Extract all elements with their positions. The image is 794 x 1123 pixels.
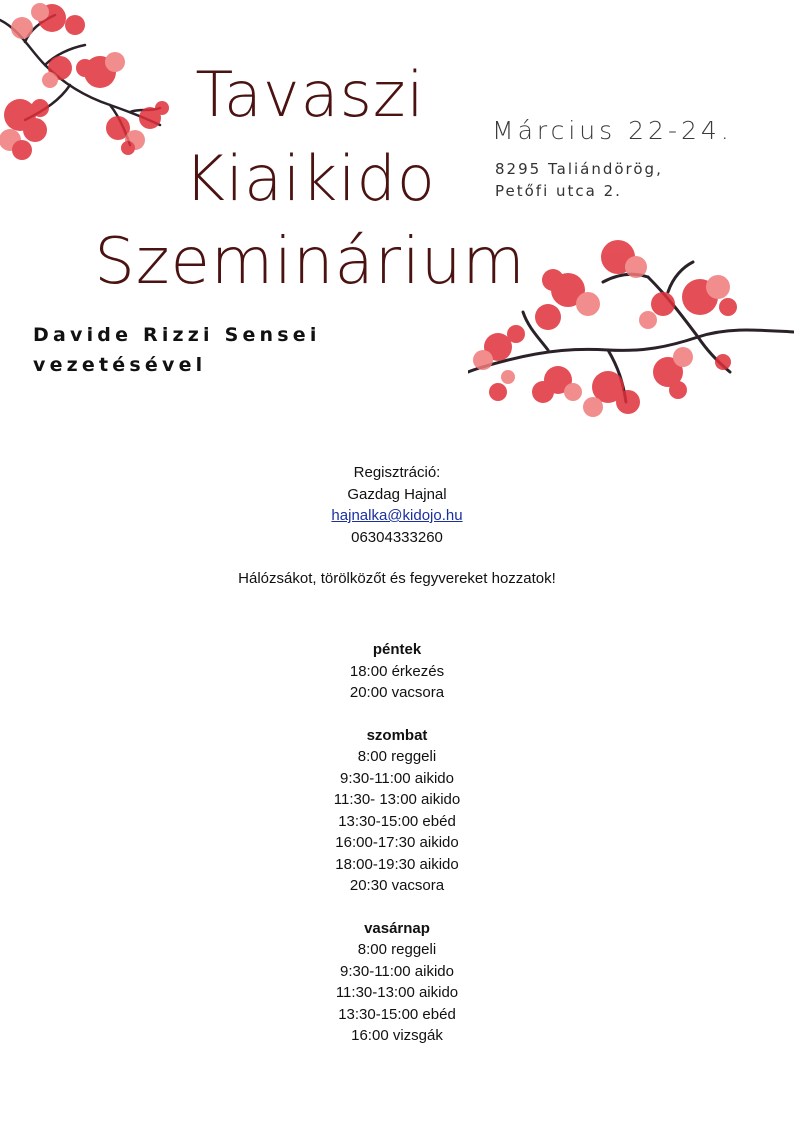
registration-block bbox=[0, 462, 794, 548]
schedule-item: 13:30-15:00 ebéd bbox=[338, 1005, 456, 1023]
registration-phone: 06304333260 bbox=[351, 528, 443, 546]
day-heading: péntek bbox=[372, 641, 422, 658]
day-heading: szombat bbox=[366, 726, 428, 744]
schedule-item: 20:00 vacsora bbox=[349, 684, 445, 701]
event-address-line-1: 8295 Taliándörög, bbox=[495, 160, 663, 178]
schedule-item: 18:00-19:30 aikido bbox=[335, 855, 459, 873]
title-line-1: Tavaszi bbox=[195, 58, 425, 131]
schedule-item: 16:00 vizsgák bbox=[351, 1027, 443, 1044]
schedule-item: 16:00-17:30 aikido bbox=[335, 834, 459, 851]
registration-name: Gazdag Hajnal bbox=[347, 485, 447, 503]
leader-name: Davide Rizzi Sensei bbox=[33, 324, 321, 346]
title-line-3: Szeminárium bbox=[94, 225, 526, 299]
title-line-2: Kiaikido bbox=[184, 142, 436, 215]
event-date: Március 22-24. bbox=[492, 116, 733, 145]
leader-suffix: vezetésével bbox=[33, 354, 207, 376]
registration-email-link[interactable]: hajnalka@kidojo.hu bbox=[331, 507, 463, 524]
day-heading: vasárnap bbox=[364, 919, 430, 937]
schedule-item: 8:00 reggeli bbox=[357, 748, 437, 765]
schedule-item: 9:30-11:00 aikido bbox=[340, 769, 454, 787]
schedule-item: 18:00 érkezés bbox=[349, 662, 445, 680]
event-address-line-2: Petőfi utca 2. bbox=[495, 182, 622, 200]
schedule bbox=[0, 639, 794, 1047]
schedule-day-friday bbox=[0, 639, 794, 704]
registration-label: Regisztráció: bbox=[353, 464, 441, 481]
schedule-day-sunday bbox=[0, 918, 794, 1047]
schedule-item: 11:30-13:00 aikido bbox=[335, 984, 459, 1001]
schedule-item: 20:30 vacsora bbox=[349, 877, 445, 894]
packing-note: Hálózsákot, törölközőt és fegyvereket hozzatok! bbox=[238, 570, 556, 587]
schedule-item: 11:30- 13:00 aikido bbox=[333, 791, 461, 808]
schedule-day-saturday bbox=[0, 725, 794, 897]
schedule-item: 8:00 reggeli bbox=[357, 941, 437, 958]
schedule-item: 9:30-11:00 aikido bbox=[340, 962, 454, 980]
schedule-item: 13:30-15:00 ebéd bbox=[338, 812, 456, 830]
